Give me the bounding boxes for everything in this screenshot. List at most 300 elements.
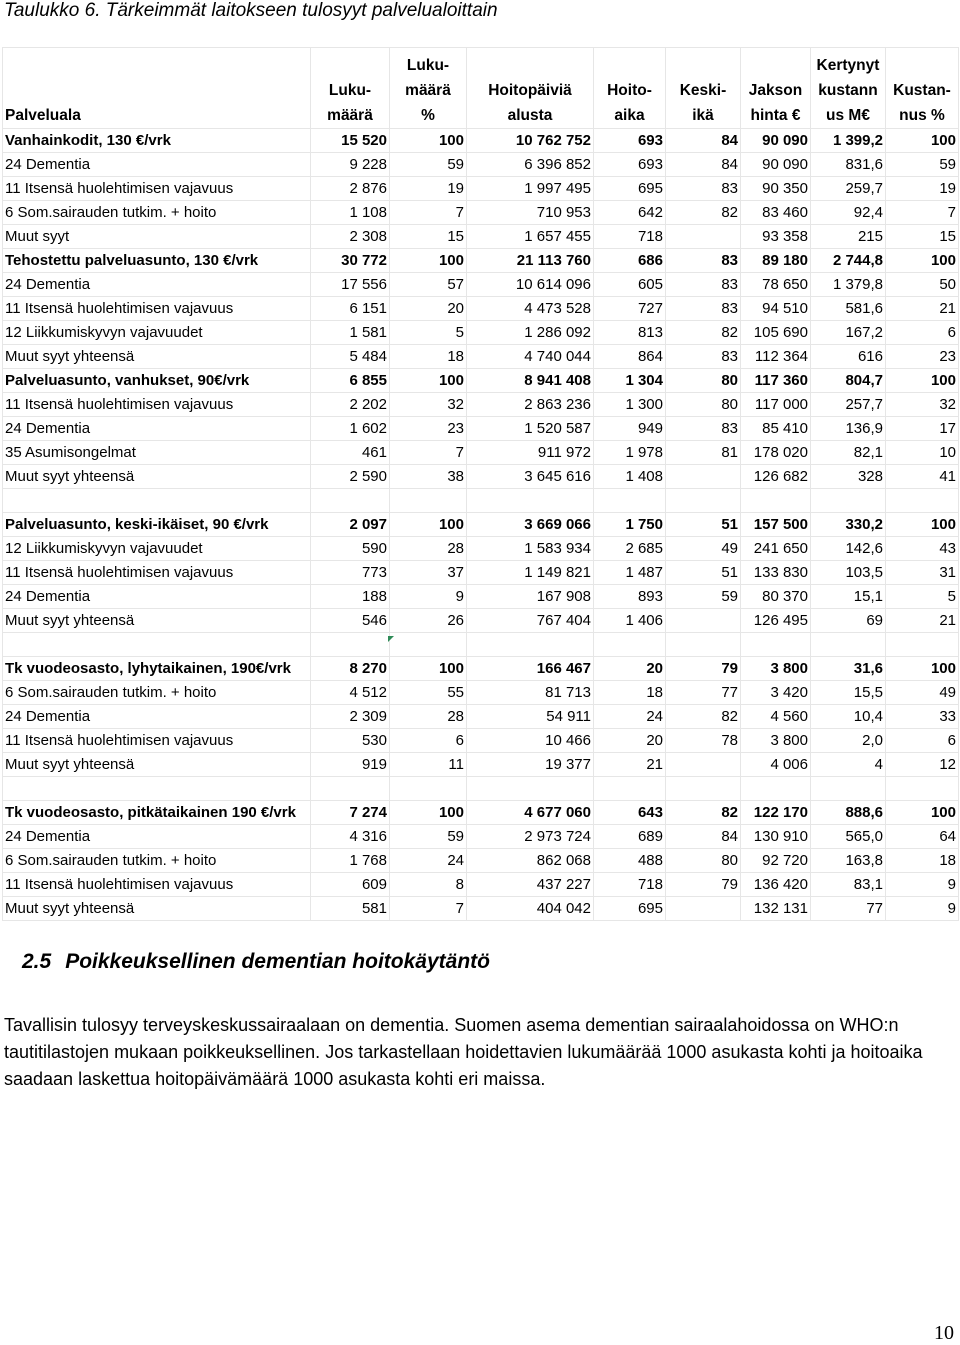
- table-row: [3, 441, 959, 465]
- table-cell: 6: [886, 729, 959, 753]
- table-cell: 59: [390, 153, 467, 177]
- table-cell: 83: [666, 273, 741, 297]
- table-cell: 15 520: [311, 129, 390, 153]
- empty-cell: [811, 777, 886, 801]
- empty-cell: [666, 777, 741, 801]
- table-cell: 1 657 455: [467, 225, 594, 249]
- table-cell: 100: [886, 657, 959, 681]
- table-cell: 23: [886, 345, 959, 369]
- table-cell: 616: [811, 345, 886, 369]
- table-cell: 163,8: [811, 849, 886, 873]
- table-cell: 17: [886, 417, 959, 441]
- column-header-line: Luku-: [328, 82, 372, 99]
- table-cell: 21 113 760: [467, 249, 594, 273]
- table-cell: 695: [594, 897, 666, 921]
- table-cell: 9: [886, 873, 959, 897]
- empty-cell: [467, 777, 594, 801]
- column-header-line: Palveluala: [5, 107, 81, 124]
- table-row: [3, 849, 959, 873]
- table-body: [3, 129, 959, 921]
- column-header-line: Hoito-: [607, 82, 652, 99]
- table-cell: 38: [390, 465, 467, 489]
- row-label: 6 Som.sairauden tutkim. + hoito: [3, 201, 311, 225]
- table-cell: 693: [594, 129, 666, 153]
- table-cell: 105 690: [741, 321, 811, 345]
- table-row: [3, 321, 959, 345]
- section-heading: [22, 950, 490, 974]
- table-cell: 57: [390, 273, 467, 297]
- column-header: [390, 48, 467, 129]
- table-row: [3, 609, 959, 633]
- row-label: Muut syyt yhteensä: [3, 897, 311, 921]
- table-cell: 100: [390, 249, 467, 273]
- table-cell: 1 487: [594, 561, 666, 585]
- table-cell: 6: [390, 729, 467, 753]
- table-cell: 85 410: [741, 417, 811, 441]
- table-cell: 18: [886, 849, 959, 873]
- empty-cell: [467, 489, 594, 513]
- table-cell: 4 316: [311, 825, 390, 849]
- table-cell: 4 677 060: [467, 801, 594, 825]
- table-cell: 693: [594, 153, 666, 177]
- table-cell: 710 953: [467, 201, 594, 225]
- column-header: [741, 48, 811, 129]
- table-cell: 100: [886, 129, 959, 153]
- table-cell: 167,2: [811, 321, 886, 345]
- table-cell: 80 370: [741, 585, 811, 609]
- table-cell: 80: [666, 849, 741, 873]
- table-cell: 10,4: [811, 705, 886, 729]
- table-cell: 10 614 096: [467, 273, 594, 297]
- table-cell: 7: [390, 201, 467, 225]
- row-label: 24 Dementia: [3, 825, 311, 849]
- column-header-line: nus %: [899, 107, 945, 124]
- table-cell: 7: [390, 897, 467, 921]
- table-cell: 188: [311, 585, 390, 609]
- table-row: [3, 201, 959, 225]
- table-cell: 167 908: [467, 585, 594, 609]
- table-cell: [666, 225, 741, 249]
- table-cell: 3 800: [741, 657, 811, 681]
- table-cell: 51: [666, 561, 741, 585]
- table-cell: 2,0: [811, 729, 886, 753]
- table-cell: 100: [886, 801, 959, 825]
- row-label: Palveluasunto, keski-ikäiset, 90 €/vrk: [3, 513, 311, 537]
- table-cell: 831,6: [811, 153, 886, 177]
- table-cell: 142,6: [811, 537, 886, 561]
- table-row: [3, 297, 959, 321]
- table-cell: 6 396 852: [467, 153, 594, 177]
- table-cell: 166 467: [467, 657, 594, 681]
- table-cell: 404 042: [467, 897, 594, 921]
- empty-cell: [390, 777, 467, 801]
- table-cell: 609: [311, 873, 390, 897]
- table-cell: 2 876: [311, 177, 390, 201]
- table-row: [3, 585, 959, 609]
- row-label: 11 Itsensä huolehtimisen vajavuus: [3, 177, 311, 201]
- table-cell: 83: [666, 417, 741, 441]
- table-cell: 605: [594, 273, 666, 297]
- table-cell: 21: [886, 609, 959, 633]
- column-header-line: us M€: [826, 107, 870, 124]
- table-cell: 59: [390, 825, 467, 849]
- table-cell: 5: [390, 321, 467, 345]
- table-cell: 2 202: [311, 393, 390, 417]
- table-cell: 64: [886, 825, 959, 849]
- table-cell: 488: [594, 849, 666, 873]
- table-cell: 6 151: [311, 297, 390, 321]
- table-cell: 83: [666, 249, 741, 273]
- table-cell: 83 460: [741, 201, 811, 225]
- empty-cell: [311, 633, 390, 657]
- column-header-line: Kertynyt: [816, 57, 880, 74]
- table-row: [3, 153, 959, 177]
- table-cell: 4 006: [741, 753, 811, 777]
- table-row: [3, 681, 959, 705]
- column-header: [311, 48, 390, 129]
- table-cell: 54 911: [467, 705, 594, 729]
- table-cell: 41: [886, 465, 959, 489]
- table-cell: [666, 465, 741, 489]
- table-cell: 565,0: [811, 825, 886, 849]
- empty-cell: [594, 633, 666, 657]
- table-cell: 136,9: [811, 417, 886, 441]
- table-cell: 686: [594, 249, 666, 273]
- table-cell: 49: [886, 681, 959, 705]
- table-cell: 100: [390, 369, 467, 393]
- table-row: [3, 897, 959, 921]
- empty-cell: [467, 633, 594, 657]
- table-cell: 20: [594, 657, 666, 681]
- table-cell: 92,4: [811, 201, 886, 225]
- table-cell: 4 740 044: [467, 345, 594, 369]
- services-table: [2, 47, 959, 921]
- column-header-line: aika: [614, 107, 645, 124]
- table-cell: 77: [811, 897, 886, 921]
- row-label: 11 Itsensä huolehtimisen vajavuus: [3, 393, 311, 417]
- table-cell: 69: [811, 609, 886, 633]
- table-cell: 1 583 934: [467, 537, 594, 561]
- table-cell: 3 645 616: [467, 465, 594, 489]
- table-cell: 949: [594, 417, 666, 441]
- empty-cell: [886, 633, 959, 657]
- table-row: [3, 177, 959, 201]
- table-cell: 4 512: [311, 681, 390, 705]
- table-cell: 773: [311, 561, 390, 585]
- empty-cell: [311, 489, 390, 513]
- table-cell: 100: [886, 249, 959, 273]
- table-header: [3, 48, 959, 129]
- column-header-line: alusta: [507, 107, 553, 124]
- table-cell: 17 556: [311, 273, 390, 297]
- table-row: [3, 225, 959, 249]
- table-cell: 90 090: [741, 153, 811, 177]
- row-label: 35 Asumisongelmat: [3, 441, 311, 465]
- table-cell: 82: [666, 801, 741, 825]
- table-cell: 136 420: [741, 873, 811, 897]
- table-cell: 80: [666, 393, 741, 417]
- column-header-line: Kustan-: [893, 82, 951, 99]
- table-cell: 93 358: [741, 225, 811, 249]
- body-paragraph: Tavallisin tulosyy terveyskeskussairaalaan on dementia. Suomen asema dementian sairaalahoidossa on WHO:n tautitilastojen mukaan poikkeuksellinen. Jos tarkastellaan hoidettavien lukumäärää 1000 asukasta kohti ja hoitoaika saadaan laskettua hoitopäivämäärä 1000 asukasta kohti eri maissa.: [4, 1015, 923, 1089]
- row-label: 11 Itsensä huolehtimisen vajavuus: [3, 729, 311, 753]
- table-cell: 1 768: [311, 849, 390, 873]
- table-cell: 32: [886, 393, 959, 417]
- spacer-row: [3, 777, 959, 801]
- table-cell: 259,7: [811, 177, 886, 201]
- table-cell: 328: [811, 465, 886, 489]
- section-number: 2.5: [22, 950, 52, 973]
- empty-cell: [3, 777, 311, 801]
- table-cell: 590: [311, 537, 390, 561]
- table-row: [3, 393, 959, 417]
- empty-cell: [3, 633, 311, 657]
- table-row: [3, 705, 959, 729]
- table-cell: 4 473 528: [467, 297, 594, 321]
- table-row: [3, 873, 959, 897]
- table-row: [3, 465, 959, 489]
- column-header-line: Luku-: [406, 57, 450, 74]
- table-cell: 767 404: [467, 609, 594, 633]
- table-row: [3, 561, 959, 585]
- table-cell: 23: [390, 417, 467, 441]
- table-cell: 20: [594, 729, 666, 753]
- table-cell: 130 910: [741, 825, 811, 849]
- empty-cell: [594, 777, 666, 801]
- row-label: Muut syyt yhteensä: [3, 753, 311, 777]
- empty-cell: [666, 633, 741, 657]
- column-header-line: %: [421, 107, 435, 124]
- column-header-line: määrä: [405, 82, 451, 99]
- table-cell: 1 286 092: [467, 321, 594, 345]
- table-cell: 100: [390, 129, 467, 153]
- row-label: Muut syyt yhteensä: [3, 345, 311, 369]
- table-cell: 49: [666, 537, 741, 561]
- table-cell: 1 149 821: [467, 561, 594, 585]
- table-cell: 530: [311, 729, 390, 753]
- table-cell: 581,6: [811, 297, 886, 321]
- table-cell: 215: [811, 225, 886, 249]
- table-cell: 18: [594, 681, 666, 705]
- group-total-row: [3, 249, 959, 273]
- table-cell: 82: [666, 321, 741, 345]
- table-cell: 94 510: [741, 297, 811, 321]
- table-cell: 1 750: [594, 513, 666, 537]
- row-label: 11 Itsensä huolehtimisen vajavuus: [3, 873, 311, 897]
- table-cell: 1 300: [594, 393, 666, 417]
- table-cell: 31,6: [811, 657, 886, 681]
- column-header: [594, 48, 666, 129]
- table-cell: 2 097: [311, 513, 390, 537]
- table-cell: 727: [594, 297, 666, 321]
- table-cell: 79: [666, 873, 741, 897]
- row-label: 12 Liikkumiskyvyn vajavuudet: [3, 321, 311, 345]
- table-cell: 3 669 066: [467, 513, 594, 537]
- group-total-row: [3, 369, 959, 393]
- empty-cell: [594, 489, 666, 513]
- row-label: Tehostettu palveluasunto, 130 €/vrk: [3, 249, 311, 273]
- page-number: 10: [934, 1322, 954, 1344]
- table-cell: 80: [666, 369, 741, 393]
- table-cell: 2 590: [311, 465, 390, 489]
- table-cell: 9 228: [311, 153, 390, 177]
- table-cell: 83: [666, 177, 741, 201]
- table-row: [3, 537, 959, 561]
- table-cell: 10 762 752: [467, 129, 594, 153]
- table-cell: 1 399,2: [811, 129, 886, 153]
- row-label: Tk vuodeosasto, lyhytaikainen, 190€/vrk: [3, 657, 311, 681]
- table-cell: 911 972: [467, 441, 594, 465]
- table-cell: 59: [886, 153, 959, 177]
- table-cell: 3 800: [741, 729, 811, 753]
- table-cell: 2 863 236: [467, 393, 594, 417]
- table-cell: 90 350: [741, 177, 811, 201]
- table-cell: 6: [886, 321, 959, 345]
- table-cell: 100: [390, 657, 467, 681]
- table-cell: 28: [390, 537, 467, 561]
- table-cell: 103,5: [811, 561, 886, 585]
- table-cell: 2 744,8: [811, 249, 886, 273]
- row-label: 6 Som.sairauden tutkim. + hoito: [3, 681, 311, 705]
- table-cell: 26: [390, 609, 467, 633]
- table-cell: 84: [666, 129, 741, 153]
- table-row: [3, 729, 959, 753]
- row-label: Muut syyt yhteensä: [3, 609, 311, 633]
- table-cell: 12: [886, 753, 959, 777]
- table-cell: 50: [886, 273, 959, 297]
- table-cell: 893: [594, 585, 666, 609]
- table-cell: 2 308: [311, 225, 390, 249]
- table-cell: 862 068: [467, 849, 594, 873]
- table-cell: 89 180: [741, 249, 811, 273]
- table-cell: 9: [886, 897, 959, 921]
- group-total-row: [3, 129, 959, 153]
- row-label: Tk vuodeosasto, pitkätaikainen 190 €/vrk: [3, 801, 311, 825]
- column-header: [3, 48, 311, 129]
- table-cell: 82: [666, 201, 741, 225]
- column-header-line: määrä: [327, 107, 373, 124]
- table-cell: 28: [390, 705, 467, 729]
- table-cell: 3 420: [741, 681, 811, 705]
- table-cell: 24: [390, 849, 467, 873]
- row-label: 24 Dementia: [3, 273, 311, 297]
- table-cell: 8 270: [311, 657, 390, 681]
- table-cell: 157 500: [741, 513, 811, 537]
- table-cell: 126 495: [741, 609, 811, 633]
- table-cell: 112 364: [741, 345, 811, 369]
- table-cell: 21: [886, 297, 959, 321]
- row-label: 24 Dementia: [3, 705, 311, 729]
- empty-cell: [741, 777, 811, 801]
- table-row: [3, 753, 959, 777]
- table-cell: 9: [390, 585, 467, 609]
- row-label: 6 Som.sairauden tutkim. + hoito: [3, 849, 311, 873]
- table-cell: 100: [886, 513, 959, 537]
- table-cell: 718: [594, 873, 666, 897]
- row-label: Vanhainkodit, 130 €/vrk: [3, 129, 311, 153]
- row-label: 12 Liikkumiskyvyn vajavuudet: [3, 537, 311, 561]
- table-cell: 10 466: [467, 729, 594, 753]
- table-cell: 51: [666, 513, 741, 537]
- table-cell: 5 484: [311, 345, 390, 369]
- table-cell: 30 772: [311, 249, 390, 273]
- table-cell: 122 170: [741, 801, 811, 825]
- group-total-row: [3, 513, 959, 537]
- table-cell: 643: [594, 801, 666, 825]
- table-cell: 5: [886, 585, 959, 609]
- section-title: Poikkeuksellinen dementian hoitokäytäntö: [65, 950, 490, 973]
- table-cell: 19 377: [467, 753, 594, 777]
- table-cell: 55: [390, 681, 467, 705]
- table-cell: 90 090: [741, 129, 811, 153]
- empty-cell: [741, 633, 811, 657]
- table-cell: 330,2: [811, 513, 886, 537]
- table-cell: 1 520 587: [467, 417, 594, 441]
- table-cell: 4: [811, 753, 886, 777]
- table-cell: 2 309: [311, 705, 390, 729]
- table-cell: 15: [886, 225, 959, 249]
- table-cell: 78: [666, 729, 741, 753]
- table-cell: 82: [666, 705, 741, 729]
- group-total-row: [3, 657, 959, 681]
- table-cell: 1 997 495: [467, 177, 594, 201]
- table-cell: 7 274: [311, 801, 390, 825]
- row-label: 24 Dementia: [3, 585, 311, 609]
- table-cell: 37: [390, 561, 467, 585]
- empty-cell: [886, 777, 959, 801]
- empty-cell: [666, 489, 741, 513]
- empty-cell: [311, 777, 390, 801]
- table-cell: 100: [390, 801, 467, 825]
- table-cell: [666, 753, 741, 777]
- column-header-line: Keski-: [679, 82, 727, 99]
- table-cell: 241 650: [741, 537, 811, 561]
- table-cell: 15,5: [811, 681, 886, 705]
- table-cell: 84: [666, 825, 741, 849]
- table-cell: 43: [886, 537, 959, 561]
- table-cell: 24: [594, 705, 666, 729]
- empty-cell: [3, 489, 311, 513]
- table-cell: 100: [886, 369, 959, 393]
- spacer-row: [3, 633, 959, 657]
- table-cell: [666, 897, 741, 921]
- table-cell: 83,1: [811, 873, 886, 897]
- table-cell: 18: [390, 345, 467, 369]
- table-cell: 1 581: [311, 321, 390, 345]
- table-cell: 132 131: [741, 897, 811, 921]
- table-cell: 83: [666, 297, 741, 321]
- table-cell: 133 830: [741, 561, 811, 585]
- spacer-row: [3, 489, 959, 513]
- table-cell: 1 408: [594, 465, 666, 489]
- table-cell: 461: [311, 441, 390, 465]
- column-header: [886, 48, 959, 129]
- table-cell: 117 000: [741, 393, 811, 417]
- table-cell: 1 978: [594, 441, 666, 465]
- table-cell: 7: [390, 441, 467, 465]
- table-row: [3, 417, 959, 441]
- table-caption: Taulukko 6. Tärkeimmät laitokseen tulosyyt palvelualoittain: [4, 0, 498, 21]
- header-row: [3, 48, 959, 129]
- table-cell: 6 855: [311, 369, 390, 393]
- table-cell: 581: [311, 897, 390, 921]
- row-label: Muut syyt: [3, 225, 311, 249]
- table-cell: 11: [390, 753, 467, 777]
- table-cell: 4 560: [741, 705, 811, 729]
- table-cell: 32: [390, 393, 467, 417]
- table-cell: 59: [666, 585, 741, 609]
- table-cell: 437 227: [467, 873, 594, 897]
